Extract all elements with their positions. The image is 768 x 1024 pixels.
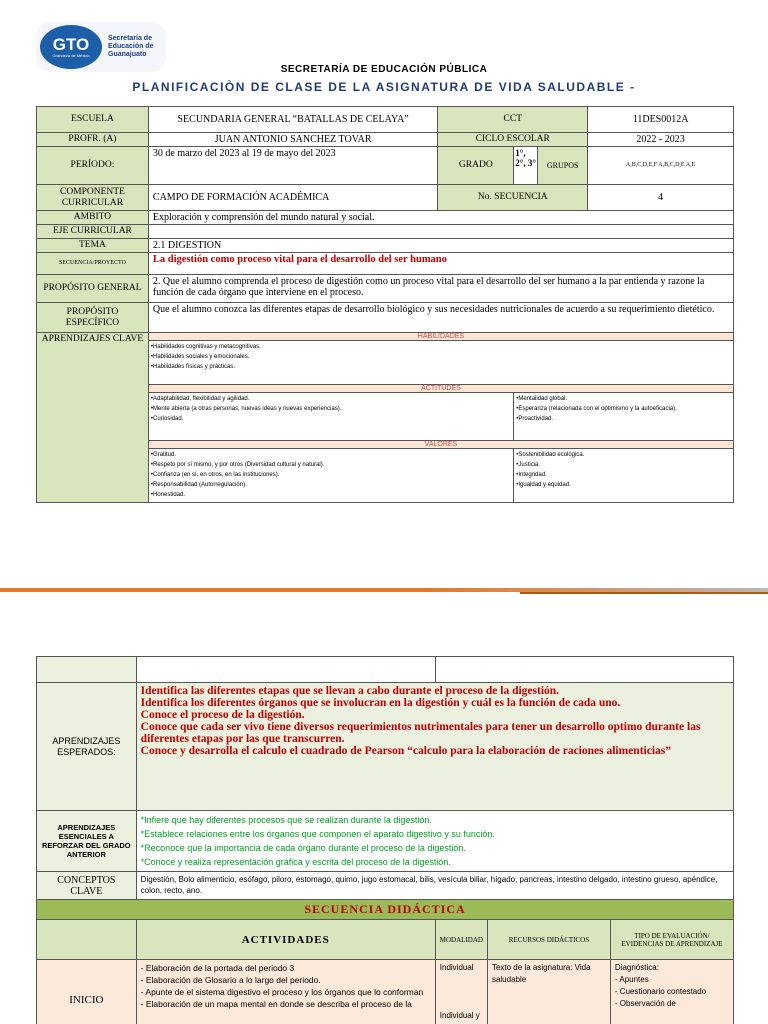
proposito-general-label: PROPÓSITO GENERAL [37, 275, 149, 303]
profr-value: JUAN ANTONIO SANCHEZ TOVAR [148, 133, 437, 147]
valores-left-cell [148, 449, 513, 503]
actitudes-right-cell [514, 393, 734, 441]
modalidad-item: Individual y [439, 1011, 480, 1020]
actividad-item: - Elaboración de un mapa mental en donde se describa el proceso de la [140, 999, 412, 1009]
list-item: • Adaptabilidad, flexibilidad y agilidad. [151, 394, 511, 404]
eje-label: EJE CURRICULAR [37, 225, 149, 239]
evaluacion-item: Diagnóstica: [614, 963, 659, 972]
habilidades-list-cell [148, 341, 733, 385]
inicio-actividades [136, 960, 435, 1024]
secuencia-label: SECUENCIA/PROYECTO [37, 253, 149, 275]
cct-label: CCT [438, 107, 588, 133]
gto-badge-icon [40, 25, 102, 69]
nsec-label: No. SECUENCIA [438, 185, 588, 211]
esperado-item: Conoce y desarrolla el calculo el cuadrado de Pearson “calculo para la elaboración de raciones alimenticias” [140, 745, 671, 757]
proposito-general-value: 2. Que el alumno comprenda el proceso de digestión como un proceso vital para el desarrollo del ser humano a la par entienda y razone la función de cada órgano que interviene en el proceso. [148, 275, 733, 303]
list-item: • Responsabilidad (Autorregulación). [151, 480, 511, 490]
evaluacion-item: - Cuestionario contestado [614, 987, 707, 996]
list-item: • Respeto por sí mismo, y por otros (Diversidad cultural y natural). [151, 460, 511, 470]
actividades-header: ACTIVIDADES [136, 920, 435, 960]
escuela-value: SECUNDARIA GENERAL “BATALLAS DE CELAYA” [148, 107, 437, 133]
list-item: • Gratitud. [151, 450, 511, 460]
secuencia-didactica-header: SECUENCIA DIDÁCTICA [37, 900, 734, 920]
inicio-evaluacion [610, 960, 733, 1024]
blank-cell-3 [435, 657, 733, 683]
actitudes-left-list [149, 393, 513, 425]
aprendizajes-esperados-label: APRENDIZAJES ESPERADOS: [37, 683, 137, 811]
list-item: • Integridad. [516, 470, 731, 480]
list-item: • Proactividad. [516, 414, 731, 424]
evaluacion-item: - Apuntes [614, 975, 649, 984]
list-item: • Habilidades cognitivas y metacognitivas. [151, 342, 731, 352]
inicio-recursos: Texto de la asignatura: Vida saludable [487, 960, 610, 1024]
habilidades-list [149, 341, 733, 373]
inicio-modalidad [435, 960, 487, 1024]
tema-label: TEMA [37, 239, 149, 253]
spacer [440, 974, 483, 1010]
cct-value: 11DES0012A [588, 107, 734, 133]
modalidad-header: MODALIDAD [435, 920, 487, 960]
esperado-item: Identifica las diferentes etapas que se llevan a cabo durante el proceso de la digestión. [140, 685, 560, 697]
grupos-value: A,B,C,D,E,F A,B,C,D,E A,E [588, 147, 734, 185]
list-item: • Confianza (en sí, en otros, en las instituciones). [151, 470, 511, 480]
list-item: • Honestidad. [151, 490, 511, 500]
list-item: • Igualdad y equidad. [516, 480, 731, 490]
grado-label: GRADO [438, 147, 514, 185]
list-item: • Mentalidad global. [516, 394, 731, 404]
tema-value: 2.1 DIGESTION [148, 239, 733, 253]
page-divider-accent [520, 592, 768, 594]
proposito-especifico-value: Que el alumno conozca las diferentes etapas de desarrollo biológico y sus necesidades nutricionales de acuerdo a su requerimiento dietético. [148, 303, 733, 333]
actividad-item: - Apunte de el sistema digestivo el proceso y los órganos que lo conforman [140, 987, 424, 997]
recursos-header: RECURSOS DIDÁCTICOS [487, 920, 610, 960]
nsec-value: 4 [588, 185, 734, 211]
habilidades-header: HABILIDADES [148, 333, 733, 341]
blank-act-cell [37, 920, 137, 960]
componente-value: CAMPO DE FORMACIÓN ACADÉMICA [148, 185, 437, 211]
esencial-item: *Conoce y realiza representación gráfica y escrita del proceso de la digestión. [140, 857, 451, 867]
secuencia-value: La digestión como proceso vital para el desarrollo del ser humano [148, 253, 733, 275]
valores-right-cell [514, 449, 734, 503]
general-info-table [36, 106, 734, 503]
list-item: • Sostenibilidad ecológica. [516, 450, 731, 460]
list-item: • Esperanza (relacionada con el optimismo y la autoeficacia). [516, 404, 731, 414]
valores-header: VALORES [148, 441, 733, 449]
tipo-evaluacion-header: TIPO DE EVALUACIÓN/ EVIDENCIAS DE APRENDIZAJE [610, 920, 733, 960]
actividad-item: - Elaboración de Glosario a lo largo del periodo. [140, 975, 321, 985]
modalidad-item: Individual [439, 963, 474, 972]
aprendizajes-esenciales-label: APRENDIZAJES ESENCIALES A REFORZAR DEL GRADO ANTERIOR [37, 811, 137, 872]
ciclo-label: CICLO ESCOLAR [438, 133, 588, 147]
blank-cell-1 [37, 657, 137, 683]
list-item: • Habilidades sociales y emocionales. [151, 352, 731, 362]
list-item: • Habilidades físicas y prácticas. [151, 362, 731, 372]
logo-agency: Secretaría de Educación de Guanajuato [108, 35, 154, 58]
profr-label: PROFR. (A) [37, 133, 149, 147]
componente-label: COMPONENTE CURRICULAR [37, 185, 149, 211]
evaluacion-item: - Observación de [614, 999, 676, 1008]
aprendizajes-clave-label: APRENDIZAJES CLAVE [37, 333, 149, 503]
valores-left-list [149, 449, 513, 501]
logo-brand: GTO [52, 35, 90, 54]
proposito-especifico-label: PROPÓSITO ESPECÍFICO [37, 303, 149, 333]
header-line-2: PLANIFICACIÒN DE CLASE DE LA ASIGNATURA DE VIDA SALUDABLE - [132, 80, 636, 94]
escuela-label: ESCUELA [37, 107, 149, 133]
esencial-item: *Infiere que hay diferentes procesos que se realizan durante la digestión. [140, 815, 432, 825]
esperado-item: Conoce que cada ser vivo tiene diversos requerimientos nutrimentales para tener un desarrollo optimo durante las diferentes etapas por las que transcurren. [140, 721, 701, 745]
esencial-item: *Reconoce que la importancia de cada órgano durante el proceso de la digestión. [140, 843, 466, 853]
actitudes-header: ACTITUDES [148, 385, 733, 393]
ciclo-value: 2022 - 2023 [588, 133, 734, 147]
aprendizajes-esperados-list [136, 683, 733, 811]
inicio-label: INICIO [37, 960, 137, 1024]
ambito-value: Exploración y comprensión del mundo natural y social. [148, 211, 733, 225]
ambito-label: AMBITO [37, 211, 149, 225]
actividad-item: - Elaboración de la portada del periodo 3 [140, 963, 295, 973]
valores-right-list [514, 449, 733, 491]
actitudes-left-cell [148, 393, 513, 441]
list-item: • Mente abierta (a otras personas, nuevas ideas y nuevas experiencias). [151, 404, 511, 414]
list-item: • Curiosidad. [151, 414, 511, 424]
list-item: • Justicia. [516, 460, 731, 470]
periodo-label: PERÍODO: [37, 147, 149, 185]
esperado-item: Identifica los diferentes órganos que se involucran en la digestión y cuál es la función de cada uno. [140, 697, 621, 709]
periodo-value: 30 de marzo del 2023 al 19 de mayo del 2023 [148, 147, 437, 185]
conceptos-clave-label: CONCEPTOS CLAVE [37, 872, 137, 900]
conceptos-clave-value: Digestión, Bolo alimenticio, esófago, piloro, estomago, quimo, jugo estomacal, bilis, vesícula biliar, hígado, pancreas, intestino delgado, intestino grueso, apéndice, colon, recto, ano. [136, 872, 733, 900]
blank-cell-2 [136, 657, 435, 683]
grupos-label: GRUPOS [538, 147, 588, 185]
page-2-table [36, 656, 734, 1024]
esperado-item: Conoce el proceso de la digestión. [140, 709, 305, 721]
grado-value: 1°, 2°, 3° [514, 147, 538, 185]
aprendizajes-esenciales-list [136, 811, 733, 872]
header-line-1: SECRETARÍA DE EDUCACIÓN PÚBLICA [280, 64, 488, 75]
logo-tagline: Grandeza de México [52, 53, 90, 58]
esencial-item: *Establece relaciones entre los órganos que componen el aparato digestivo y su función. [140, 829, 495, 839]
eje-value [148, 225, 733, 239]
actitudes-right-list [514, 393, 733, 425]
